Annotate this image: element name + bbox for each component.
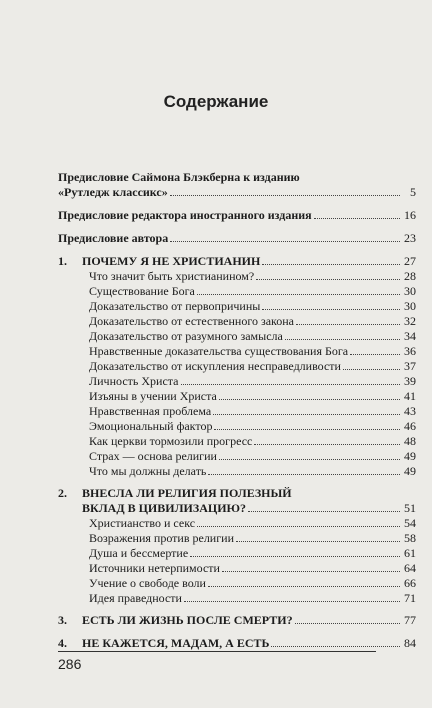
toc-page-number: 66 bbox=[404, 576, 416, 590]
toc-subentry bbox=[58, 576, 416, 591]
toc-entry-label: Что значит быть христианином? bbox=[89, 269, 255, 283]
toc-subentry bbox=[58, 546, 416, 561]
toc-page-number: 23 bbox=[404, 231, 416, 245]
toc-section-2 bbox=[58, 486, 416, 606]
leader-dots bbox=[285, 329, 400, 340]
toc-entry-label: Предисловие редактора иностранного издания bbox=[58, 208, 312, 222]
section-title: ВНЕСЛА ЛИ РЕЛИГИЯ ПОЛЕЗНЫЙ bbox=[82, 486, 292, 500]
leader-dots bbox=[213, 404, 400, 415]
bleed-through-text bbox=[0, 0, 432, 90]
toc-entry-label: Возражения против религии bbox=[89, 531, 234, 545]
toc-page-number: 28 bbox=[404, 269, 416, 283]
section-heading bbox=[58, 486, 416, 501]
section-number: 4. bbox=[58, 636, 67, 650]
toc-subentry bbox=[58, 269, 416, 284]
toc-subentry bbox=[58, 516, 416, 531]
toc-entry-label: Как церкви тормозили прогресс bbox=[89, 434, 253, 448]
toc-page-number: 43 bbox=[404, 404, 416, 418]
toc-entry-label: Изъяны в учении Христа bbox=[89, 389, 217, 403]
toc-subentry bbox=[58, 299, 416, 314]
toc-entry-label: Доказательство от естественного закона bbox=[89, 314, 295, 328]
toc-subentry bbox=[58, 464, 416, 479]
toc-entry-label: Учение о свободе воли bbox=[89, 576, 206, 590]
toc-subentry bbox=[58, 561, 416, 576]
section-number: 3. bbox=[58, 613, 67, 627]
toc-subentry bbox=[58, 359, 416, 374]
toc-page-number: 49 bbox=[404, 449, 416, 463]
toc-subentry bbox=[58, 329, 416, 344]
toc-subentry bbox=[58, 344, 416, 359]
toc-entry-label: Нравственные доказательства существования Бога bbox=[89, 344, 349, 358]
leader-dots bbox=[314, 208, 400, 219]
leader-dots bbox=[181, 374, 401, 385]
toc-page-number: 30 bbox=[404, 284, 416, 298]
toc-entry-label: Личность Христа bbox=[89, 374, 179, 388]
toc-page-number: 16 bbox=[404, 208, 416, 222]
toc-entry-label: Христианство и секс bbox=[89, 516, 196, 530]
toc-page-number: 36 bbox=[404, 344, 416, 358]
leader-dots bbox=[170, 185, 400, 196]
leader-dots bbox=[197, 516, 400, 527]
leader-dots bbox=[170, 231, 400, 242]
toc-entry-label: Нравственная проблема bbox=[89, 404, 212, 418]
leader-dots bbox=[248, 501, 400, 512]
section-title: ЕСТЬ ЛИ ЖИЗНЬ ПОСЛЕ СМЕРТИ? bbox=[82, 613, 293, 627]
toc-subentry bbox=[58, 284, 416, 299]
toc-entry-label: Эмоциональный фактор bbox=[89, 419, 213, 433]
leader-dots bbox=[295, 613, 400, 624]
leader-dots bbox=[184, 591, 400, 602]
toc-page-number: 5 bbox=[410, 185, 416, 199]
toc-page-number: 41 bbox=[404, 389, 416, 403]
section-number: 2. bbox=[58, 486, 67, 500]
toc-page-number: 32 bbox=[404, 314, 416, 328]
leader-dots bbox=[208, 464, 400, 475]
toc-page-number: 71 bbox=[404, 591, 416, 605]
section-number: 1. bbox=[58, 254, 67, 268]
table-of-contents bbox=[58, 170, 416, 651]
leader-dots bbox=[271, 636, 400, 647]
toc-page-number: 61 bbox=[404, 546, 416, 560]
toc-page-number: 54 bbox=[404, 516, 416, 530]
toc-page-number: 34 bbox=[404, 329, 416, 343]
toc-page-number: 30 bbox=[404, 299, 416, 313]
leader-dots bbox=[222, 561, 400, 572]
leader-dots bbox=[350, 344, 400, 355]
leader-dots bbox=[296, 314, 400, 325]
toc-entry-label: Источники нетерпимости bbox=[89, 561, 220, 575]
section-title: ВКЛАД В ЦИВИЛИЗАЦИЮ? bbox=[82, 501, 247, 515]
toc-entry-label: Существование Бога bbox=[89, 284, 195, 298]
toc-page-number: 48 bbox=[404, 434, 416, 448]
leader-dots bbox=[262, 299, 400, 310]
section-heading bbox=[58, 254, 416, 269]
section-title: НЕ КАЖЕТСЯ, МАДАМ, А ЕСТЬ bbox=[82, 636, 270, 650]
leader-dots bbox=[197, 284, 400, 295]
toc-subentry bbox=[58, 374, 416, 389]
footer-rule bbox=[58, 651, 376, 652]
toc-page-number: 77 bbox=[404, 613, 416, 627]
toc-entry-label: Доказательство от разумного замысла bbox=[89, 329, 283, 343]
toc-entry-label: Страх — основа религии bbox=[89, 449, 217, 463]
toc-page-number: 46 bbox=[404, 419, 416, 433]
leader-dots bbox=[254, 434, 400, 445]
toc-entry-label: Доказательство от первопричины bbox=[89, 299, 261, 313]
toc-page-number: 51 bbox=[404, 501, 416, 515]
toc-subentry bbox=[58, 591, 416, 606]
toc-page-number: 58 bbox=[404, 531, 416, 545]
toc-page-number: 84 bbox=[404, 636, 416, 650]
section-heading-cont bbox=[58, 501, 416, 516]
toc-entry-label: Душа и бессмертие bbox=[89, 546, 189, 560]
leader-dots bbox=[343, 359, 400, 370]
toc-page-number: 64 bbox=[404, 561, 416, 575]
toc-page-number: 39 bbox=[404, 374, 416, 388]
toc-entry-intro-blackburn bbox=[58, 170, 416, 200]
toc-page-number: 49 bbox=[404, 464, 416, 478]
toc-entry-label: Доказательство от искупления несправедливости bbox=[89, 359, 341, 373]
leader-dots bbox=[214, 419, 400, 430]
toc-entry-label: Предисловие автора bbox=[58, 231, 169, 245]
toc-entry-intro-author bbox=[58, 231, 416, 246]
toc-subentry bbox=[58, 419, 416, 434]
toc-page-number: 37 bbox=[404, 359, 416, 373]
leader-dots bbox=[262, 254, 400, 265]
toc-subentry bbox=[58, 449, 416, 464]
toc-section-4 bbox=[58, 636, 416, 651]
leader-dots bbox=[236, 531, 400, 542]
leader-dots bbox=[208, 576, 400, 587]
leader-dots bbox=[219, 449, 400, 460]
toc-subentry bbox=[58, 531, 416, 546]
toc-entry-label: Идея праведности bbox=[89, 591, 182, 605]
toc-entry-label: «Рутледж классикс» bbox=[58, 185, 168, 199]
toc-subentry bbox=[58, 434, 416, 449]
toc-section-3 bbox=[58, 613, 416, 628]
toc-section-1 bbox=[58, 254, 416, 479]
page-title: Содержание bbox=[163, 92, 269, 111]
leader-dots bbox=[219, 389, 400, 400]
leader-dots bbox=[190, 546, 400, 557]
toc-entry-intro-editor bbox=[58, 208, 416, 223]
leader-dots bbox=[256, 269, 400, 280]
toc-entry-label: Что мы должны делать bbox=[89, 464, 207, 478]
page-number: 286 bbox=[58, 656, 82, 672]
section-title: ПОЧЕМУ Я НЕ ХРИСТИАНИН bbox=[82, 254, 261, 268]
toc-entry-label: Предисловие Саймона Блэкберна к изданию bbox=[58, 170, 300, 184]
toc-subentry bbox=[58, 404, 416, 419]
toc-subentry bbox=[58, 314, 416, 329]
toc-page-number: 27 bbox=[404, 254, 416, 268]
toc-subentry bbox=[58, 389, 416, 404]
